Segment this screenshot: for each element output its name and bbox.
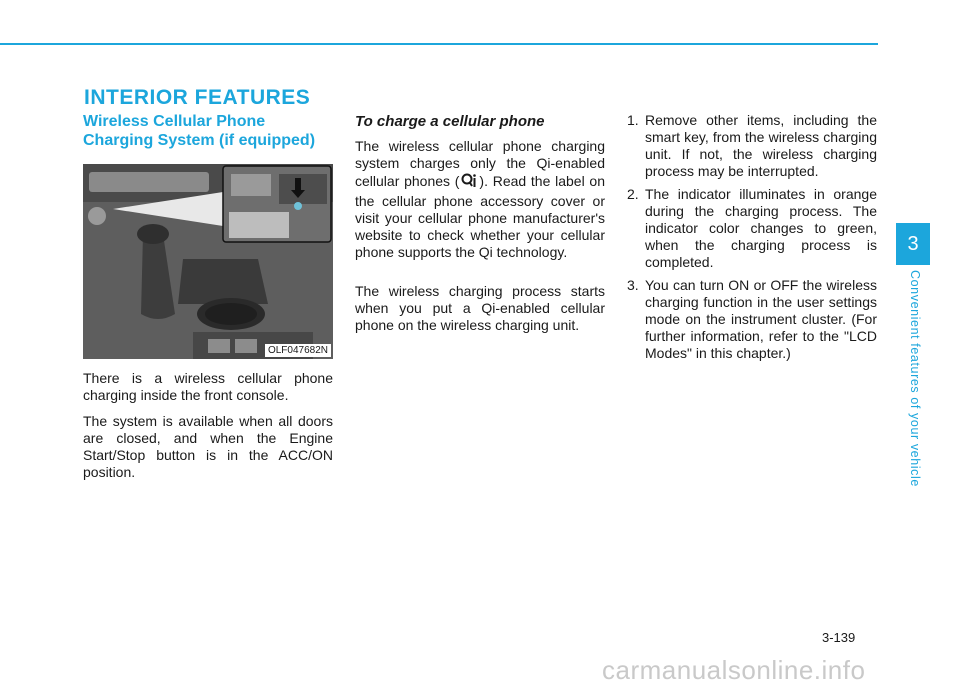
- console-illustration: [83, 164, 333, 359]
- steps-list: [627, 112, 877, 362]
- column-2: [355, 112, 605, 343]
- paragraph: There is a wireless cellular phone charging inside the front console.: [83, 370, 333, 403]
- chapter-label: Convenient features of your vehicle: [908, 270, 922, 487]
- column-3: [627, 112, 877, 368]
- figure-code: OLF047682N: [265, 344, 331, 357]
- qi-paragraph-end: ). Read the label on the cellular phone accessory cover or visit your cellular phone manufacturer's website to check whether your cellular phone supports the Qi technology.: [355, 173, 605, 260]
- wireless-charging-heading: Wireless Cellular Phone Charging System (if equipped): [83, 113, 316, 149]
- page-number: 3-139: [822, 630, 856, 645]
- paragraph: The system is available when all doors are closed, and when the Engine Start/Stop button is in the ACC/ON position.: [83, 413, 333, 480]
- qi-paragraph: [355, 138, 605, 261]
- list-item: 1. Remove other items, including the smart key, from the wireless charging unit. If not, the wireless charging process may be interrupted.: [627, 112, 877, 179]
- qi-logo-icon: [461, 172, 477, 193]
- watermark: carmanualsonline.info: [602, 655, 866, 685]
- chapter-tab: 3: [896, 223, 930, 265]
- qi-paragraph-start: The wireless cellular phone charging system charges only the Qi-enabled cellular phones (: [355, 138, 605, 189]
- charge-phone-heading: To charge a cellular phone: [355, 113, 545, 130]
- console-photo: [83, 164, 333, 359]
- paragraph: The wireless charging process starts when you put a Qi-enabled cellular phone on the wireless charging unit.: [355, 283, 605, 333]
- list-item: 2. The indicator illuminates in orange during the charging process. The indicator color changes to green, when the charging process is completed.: [627, 186, 877, 270]
- top-rule: [0, 43, 878, 45]
- list-item: 3. You can turn ON or OFF the wireless charging function in the user settings mode on the instrument cluster. (For further information, refer to the "LCD Modes" in this chapter.): [627, 277, 877, 361]
- section-title: INTERIOR FEATURES: [84, 86, 311, 109]
- column-1: [83, 112, 333, 490]
